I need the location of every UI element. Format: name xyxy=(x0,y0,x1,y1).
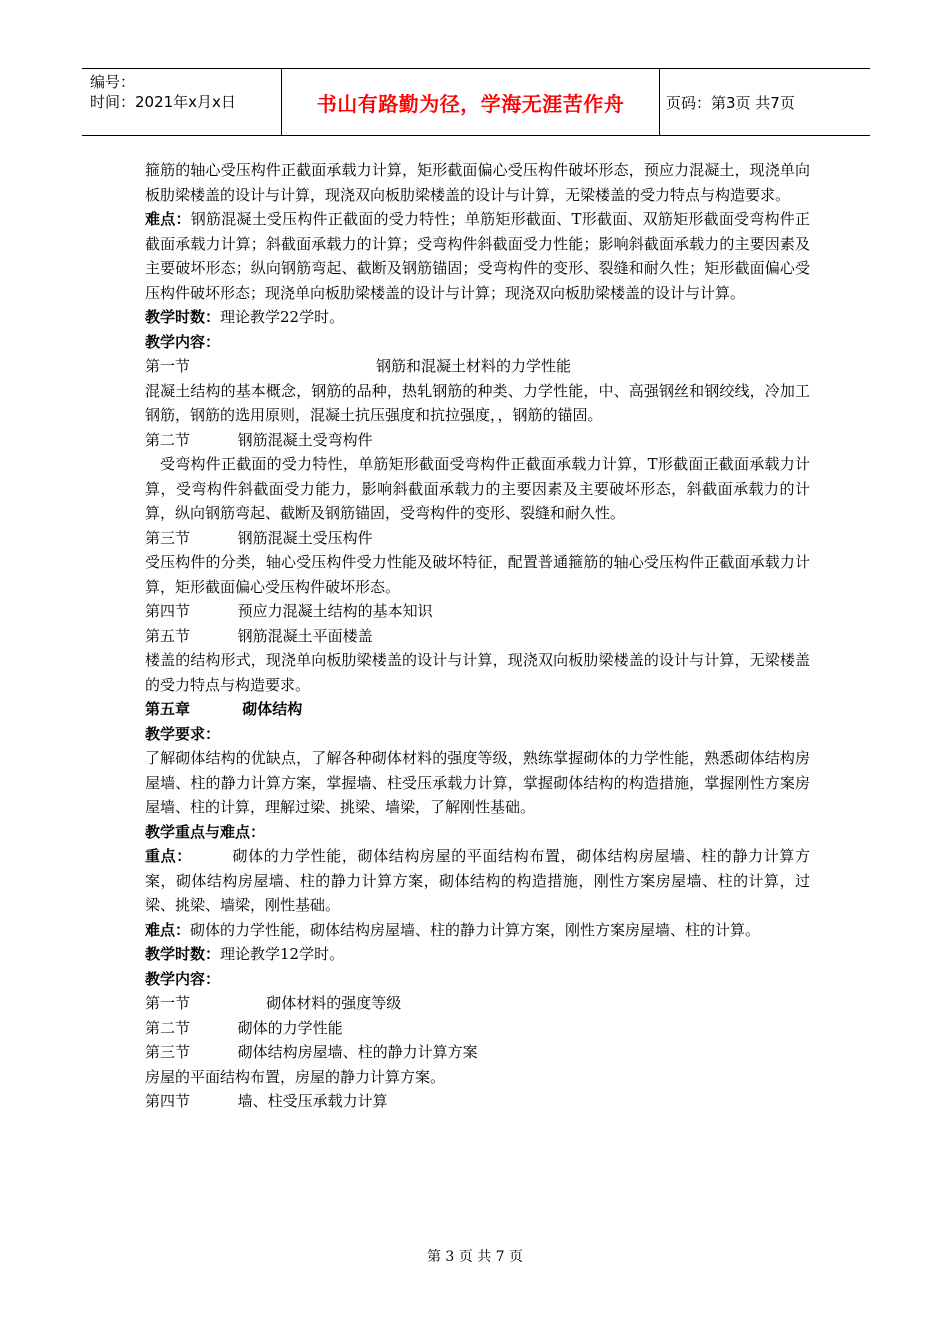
hours-paragraph xyxy=(145,305,810,330)
difficulty-label: 难点： xyxy=(145,920,191,939)
hours-text: 理论教学12学时。 xyxy=(220,945,345,963)
section-heading: 第二节 砌体的力学性能 xyxy=(145,1018,343,1037)
section-heading: 第四节 预应力混凝土结构的基本知识 xyxy=(145,602,433,620)
hours-label: 教学时数： xyxy=(145,308,221,326)
requirements-text: 了解砌体结构的优缺点，了解各种砌体材料的强度等级，熟练掌握砌体的力学性能，熟悉砌体结构房屋墙、柱的静力计算方案，掌握墙、柱受压承载力计算，掌握砌体结构的构造措施，掌握刚性方案房屋墙、柱的计算，理解过梁、挑梁、墙梁，了解刚性基础。 xyxy=(145,749,810,816)
section-text: 房屋的平面结构布置，房屋的静力计算方案。 xyxy=(145,1067,446,1086)
key-paragraph xyxy=(145,844,810,918)
section-heading: 第四节 墙、柱受压承载力计算 xyxy=(145,1092,388,1110)
section-heading: 第一节 砌体材料的强度等级 xyxy=(145,994,402,1012)
header-meta xyxy=(82,69,282,135)
header-page-info xyxy=(660,69,870,135)
difficulty-paragraph xyxy=(145,918,810,943)
key-text: 砌体的力学性能，砌体结构房屋的平面结构布置，砌体结构房屋墙、柱的静力计算方案，砌体结构房屋墙、柱的静力计算方案，砌体结构的构造措施，刚性方案房屋墙、柱的计算，过梁、挑梁、墙梁，刚性基础。 xyxy=(145,847,810,914)
motto: 书山有路勤为径，学海无涯苦作舟 xyxy=(316,91,625,116)
section-heading: 第二节 钢筋混凝土受弯构件 xyxy=(145,430,373,449)
difficulty-label: 难点： xyxy=(145,210,191,228)
section-text: 楼盖的结构形式，现浇单向板肋梁楼盖的设计与计算，现浇双向板肋梁楼盖的设计与计算，无梁楼盖的受力特点与构造要求。 xyxy=(145,651,810,694)
section-heading: 第一节 钢筋和混凝土材料的力学性能 xyxy=(145,357,571,375)
number-label: 编号： xyxy=(90,73,136,91)
page-info: 页码：第3页 共7页 xyxy=(666,93,795,112)
requirements-label: 教学要求： xyxy=(145,724,221,743)
section-heading: 第三节 砌体结构房屋墙、柱的静力计算方案 xyxy=(145,1043,478,1061)
section-text: 混凝土结构的基本概念，钢筋的品种，热轧钢筋的种类、力学性能，中、高强钢丝和钢绞线，冷加工钢筋，钢筋的选用原则，混凝土抗压强度和抗拉强度，，钢筋的锚固。 xyxy=(145,381,810,424)
section-text: 受压构件的分类，轴心受压构件受力性能及破坏特征，配置普通箍筋的轴心受压构件正截面承载力计算，矩形截面偏心受压构件破坏形态。 xyxy=(145,553,810,596)
header-motto-cell xyxy=(282,69,660,135)
section-heading: 第五节 钢筋混凝土平面楼盖 xyxy=(145,626,373,645)
content-label: 教学内容： xyxy=(145,969,221,988)
page-header xyxy=(82,68,870,136)
key-difficulty-label: 教学重点与难点： xyxy=(145,822,266,841)
hours-label: 教学时数： xyxy=(145,945,221,963)
time-label: 时间：2021年x月x日 xyxy=(90,93,236,111)
hours-text: 理论教学22学时。 xyxy=(220,308,345,326)
section-text: 受弯构件正截面的受力特性，单筋矩形截面受弯构件正截面承载力计算，T形截面正截面承载力计算，受弯构件斜截面受力能力，影响斜截面承载力的主要因素及主要破坏形态，斜截面承载力的计算，纵向钢筋弯起、截断及钢筋锚固，受弯构件的变形、裂缝和耐久性。 xyxy=(145,455,810,522)
difficulty-text: 砌体的力学性能，砌体结构房屋墙、柱的静力计算方案，刚性方案房屋墙、柱的计算。 xyxy=(190,920,761,939)
chapter-title: 第五章 砌体结构 xyxy=(145,700,303,718)
difficulty-text: 钢筋混凝土受压构件正截面的受力特性；单筋矩形截面、T形截面、双筋矩形截面受弯构件正截面承载力计算；斜截面承载力的计算；受弯构件斜截面受力性能；影响斜截面承载力的主要因素及主要破坏形态；纵向钢筋弯起、截断及钢筋锚固；受弯构件的变形、裂缝和耐久性；矩形截面偏心受压构件破坏形态；现浇单向板肋梁楼盖的设计与计算；现浇双向板肋梁楼盖的设计与计算。 xyxy=(145,210,810,302)
section-heading: 第三节 钢筋混凝土受压构件 xyxy=(145,528,373,547)
difficulty-paragraph xyxy=(145,207,810,305)
key-label: 重点： xyxy=(145,847,192,865)
paragraph: 箍筋的轴心受压构件正截面承载力计算，矩形截面偏心受压构件破坏形态，预应力混凝土，现浇单向板肋梁楼盖的设计与计算，现浇双向板肋梁楼盖的设计与计算，无梁楼盖的受力特点与构造要求。 xyxy=(145,161,810,204)
content-label: 教学内容： xyxy=(145,332,221,351)
page-footer: 第 3 页 共 7 页 xyxy=(426,1249,524,1265)
hours-paragraph xyxy=(145,942,810,967)
document-body xyxy=(145,158,810,1114)
